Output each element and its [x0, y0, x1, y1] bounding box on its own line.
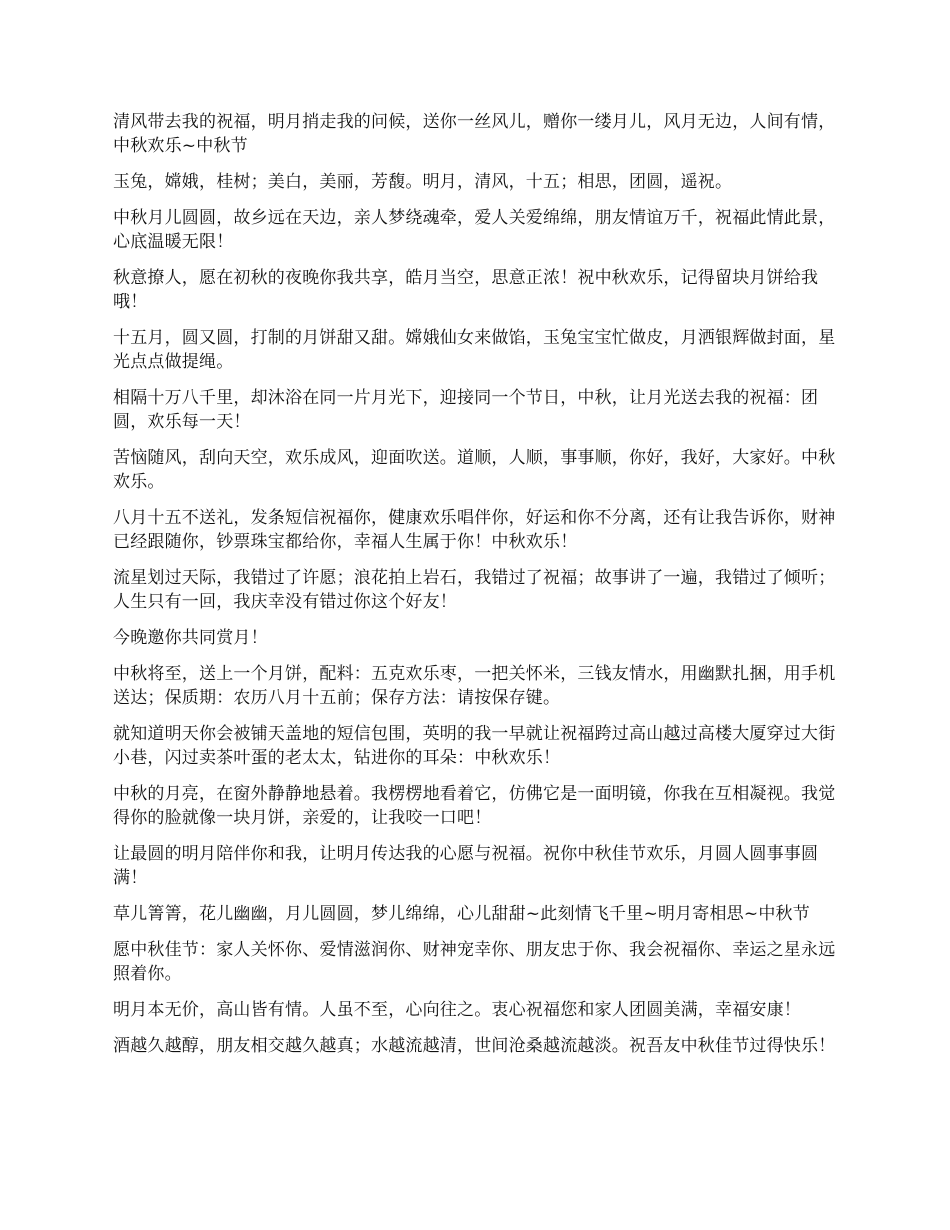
paragraph: 苦恼随风，刮向天空，欢乐成风，迎面吹送。道顺，人顺，事事顺，你好，我好，大家好。中秋欢乐。: [113, 448, 836, 492]
paragraph: 清风带去我的祝福，明月捎走我的问候，送你一丝风儿，赠你一缕月儿，风月无边，人间有情，中秋欢乐~中秋节: [113, 112, 836, 156]
paragraph: 中秋将至，送上一个月饼，配料：五克欢乐枣，一把关怀米，三钱友情水，用幽默扎捆，用手机送达；保质期：农历八月十五前；保存方法：请按保存键。: [113, 664, 836, 708]
paragraph: 就知道明天你会被铺天盖地的短信包围，英明的我一早就让祝福跨过高山越过高楼大厦穿过大街小巷，闪过卖茶叶蛋的老太太，钻进你的耳朵：中秋欢乐！: [113, 724, 836, 768]
paragraph: 酒越久越醇，朋友相交越久越真；水越流越清，世间沧桑越流越淡。祝吾友中秋佳节过得快乐！: [113, 1036, 836, 1056]
paragraph: 今晚邀你共同赏月！: [113, 628, 268, 648]
paragraph: 中秋的月亮，在窗外静静地悬着。我楞楞地看着它，仿佛它是一面明镜，你我在互相凝视。我觉得你的脸就像一块月饼，亲爱的，让我咬一口吧！: [113, 784, 836, 828]
paragraph: 相隔十万八千里，却沐浴在同一片月光下，迎接同一个节日，中秋，让月光送去我的祝福：团圆，欢乐每一天！: [113, 388, 819, 432]
paragraph: 草儿箐箐，花儿幽幽，月儿圆圆，梦儿绵绵，心儿甜甜~此刻情飞千里~明月寄相思~中秋节: [113, 904, 810, 924]
paragraph: 十五月，圆又圆，打制的月饼甜又甜。嫦娥仙女来做馅，玉兔宝宝忙做皮，月洒银辉做封面，星光点点做提绳。: [113, 328, 836, 372]
paragraph: 流星划过天际，我错过了许愿；浪花拍上岩石，我错过了祝福；故事讲了一遍，我错过了倾听；人生只有一回，我庆幸没有错过你这个好友！: [113, 568, 836, 612]
paragraph: 玉兔，嫦娥，桂树；美白，美丽，芳馥。明月，清风，十五；相思，团圆，遥祝。: [113, 172, 733, 192]
paragraph: 让最圆的明月陪伴你和我，让明月传达我的心愿与祝福。祝你中秋佳节欢乐，月圆人圆事事圆满！: [113, 844, 819, 888]
paragraph: 愿中秋佳节：家人关怀你、爱情滋润你、财神宠幸你、朋友忠于你、我会祝福你、幸运之星永远照着你。: [113, 940, 836, 984]
paragraph: 明月本无价，高山皆有情。人虽不至，心向往之。衷心祝福您和家人团圆美满，幸福安康！: [113, 1000, 801, 1020]
paragraph: 中秋月儿圆圆，故乡远在天边，亲人梦绕魂牵，爱人关爱绵绵，朋友情谊万千，祝福此情此景，心底温暖无限！: [113, 208, 836, 252]
paragraph: 秋意撩人，愿在初秋的夜晚你我共享，皓月当空，思意正浓！祝中秋欢乐，记得留块月饼给我哦！: [113, 268, 819, 312]
document-body: [113, 110, 845, 1070]
paragraph: 八月十五不送礼，发条短信祝福你，健康欢乐唱伴你，好运和你不分离，还有让我告诉你，财神已经跟随你，钞票珠宝都给你，幸福人生属于你！中秋欢乐！: [113, 508, 836, 552]
